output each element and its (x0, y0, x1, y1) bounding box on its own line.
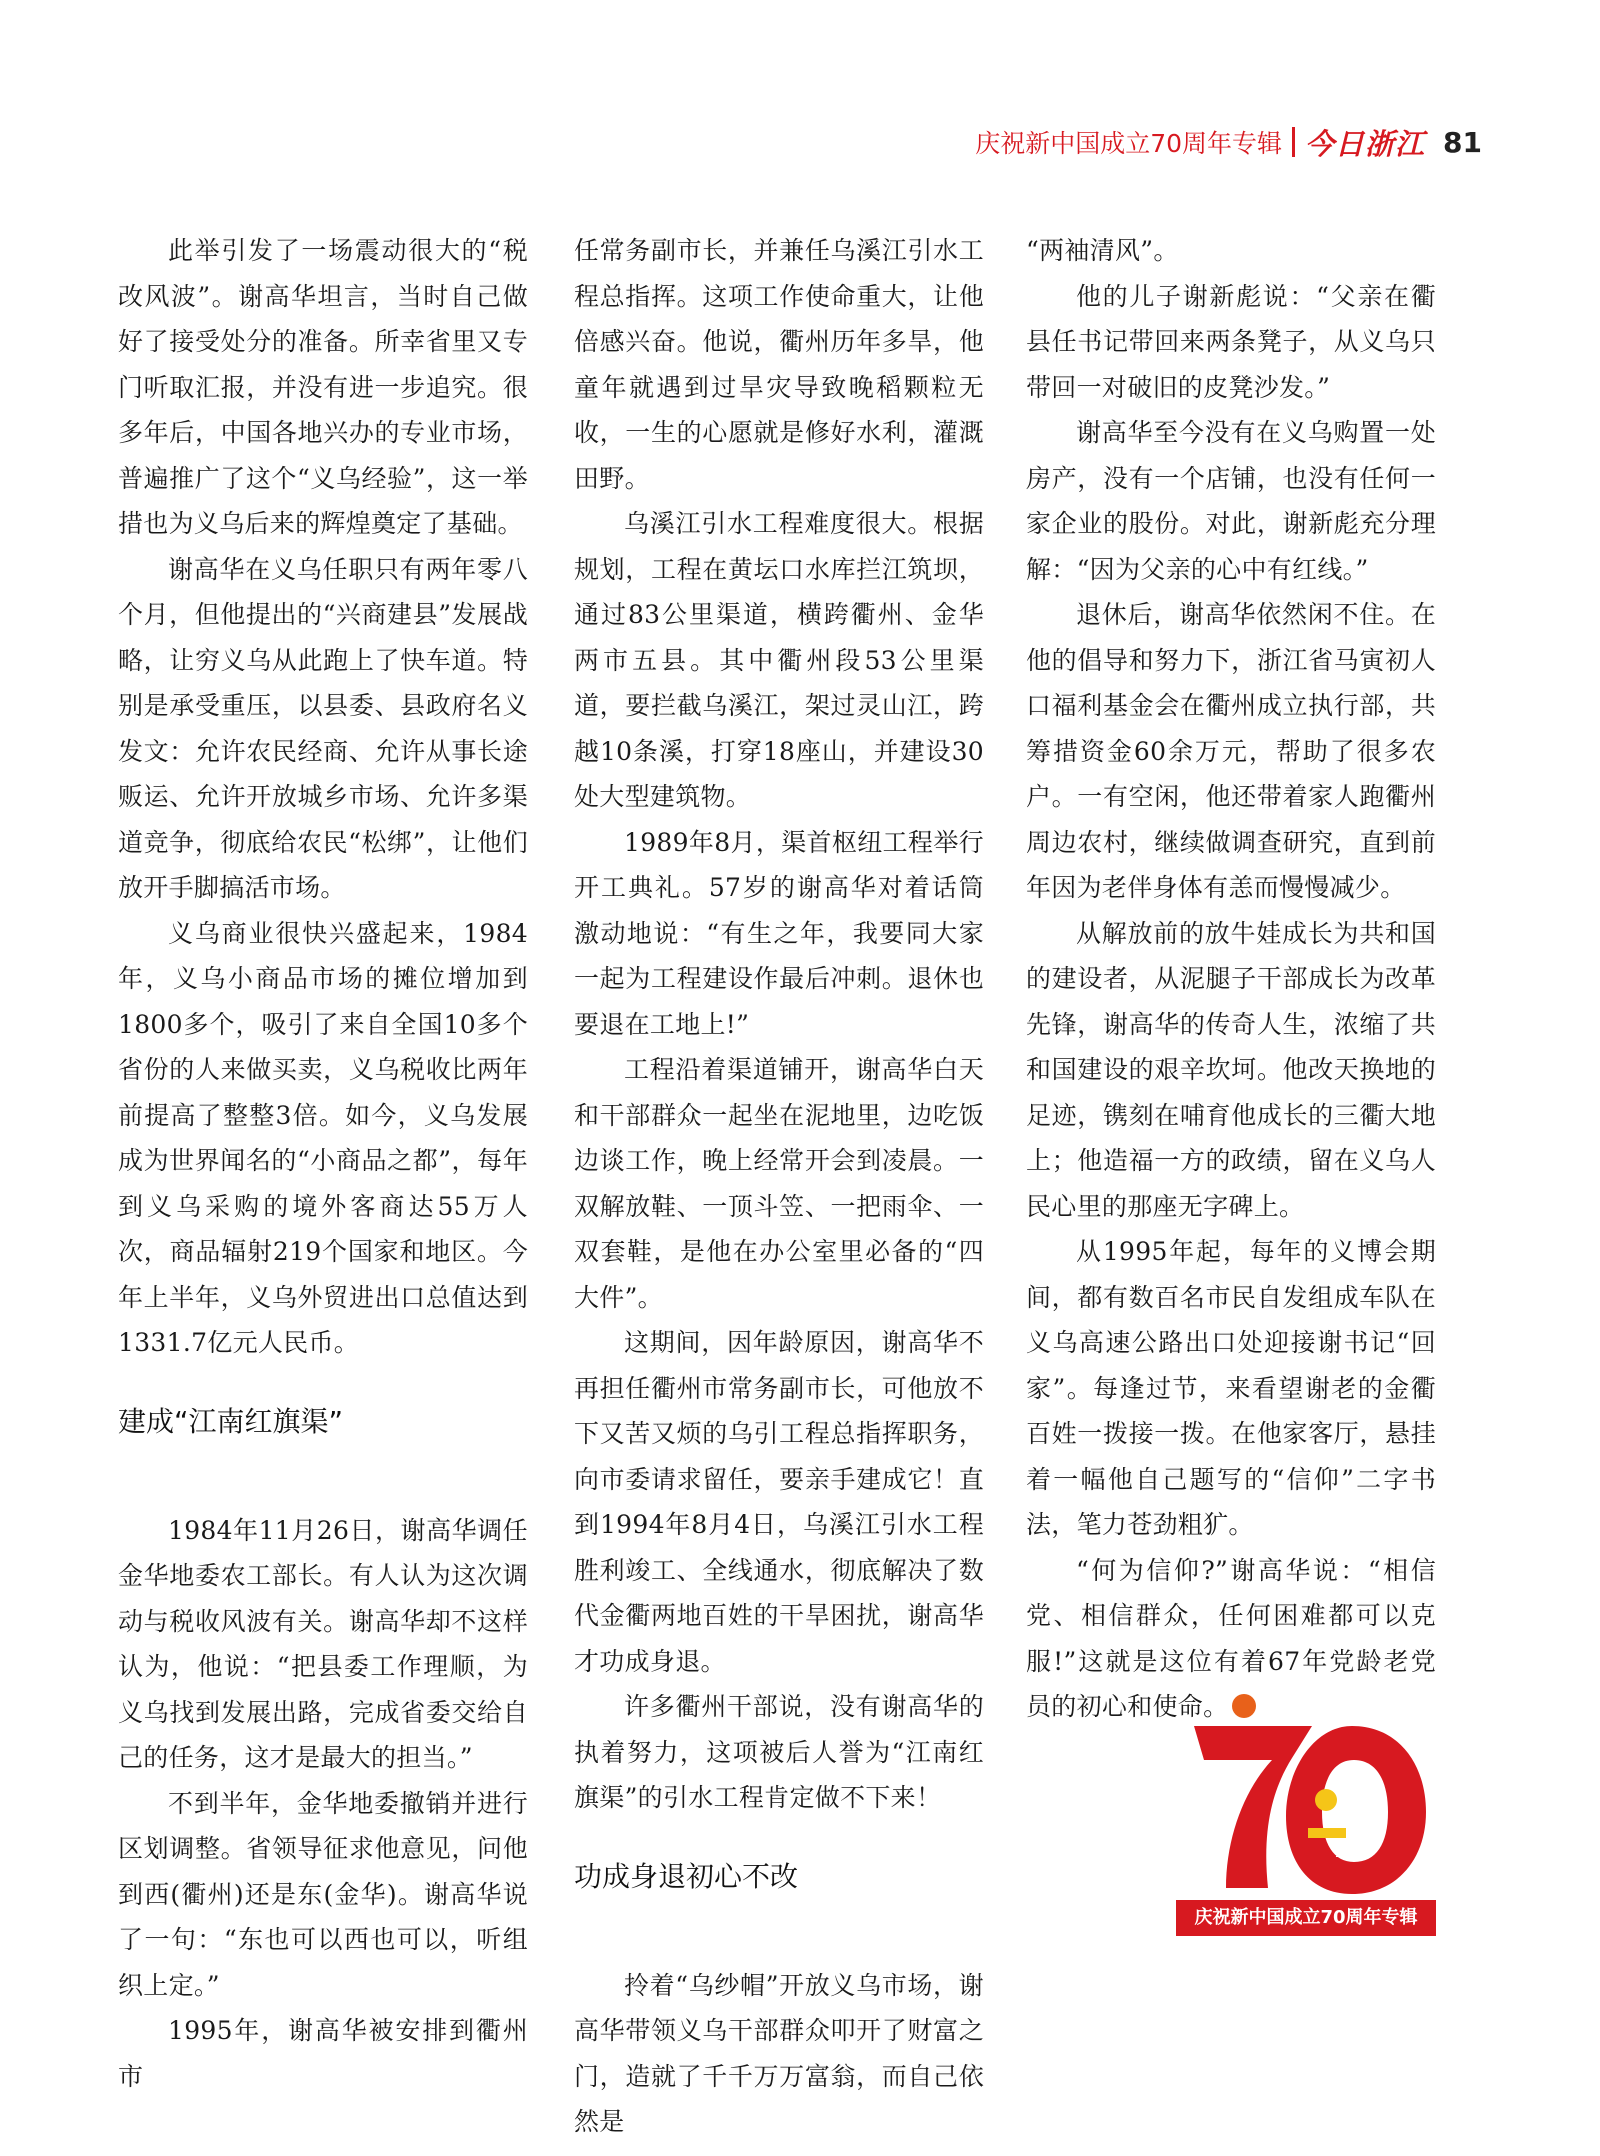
paragraph-text: 工程沿着渠道铺开，谢高华白天和干部群众一起坐在泥地里，边吃饭边谈工作，晚上经常开会到凌晨。一双解放鞋、一顶斗笠、一把雨伞、一双套鞋，是他在办公室里必备的“四大件”。 (574, 1055, 984, 1312)
paragraph (574, 1047, 984, 1320)
paragraph-text: 谢高华在义乌任职只有两年零八个月，但他提出的“兴商建县”发展战略，让穷义乌从此跑上了快车道。特别是承受重压，以县委、县政府名义发文：允许农民经商、允许从事长途贩运、允许开放城乡市场、允许多渠道竞争，彻底给农民“松绑”，让他们放开手脚搞活市场。 (118, 554, 528, 902)
heading-text: 建成“江南红旗渠” (118, 1404, 344, 1438)
paragraph (574, 1684, 984, 1821)
paragraph-text: “何为信仰?”谢高华说：“相信党、相信群众，任何困难都可以克服!”这就是这位有着67年党龄老党员的初心和使命。 (1026, 1555, 1436, 1721)
anniversary-badge (1176, 1720, 1440, 1940)
badge-years: 1949 — 2019 (1328, 1838, 1368, 1860)
paragraph (1026, 1548, 1436, 1730)
header-divider (1292, 127, 1295, 157)
paragraph (118, 1508, 528, 1781)
paragraph (574, 228, 984, 501)
paragraph-text: 退休后，谢高华依然闲不住。在他的倡导和努力下，浙江省马寅初人口福利基金会在衢州成立执行部，共筹措资金60余万元，帮助了很多农户。一有空闲，他还带着家人跑衢州周边农村，继续做调查研究，直到前年因为老伴身体有恙而慢慢减少。 (1026, 600, 1436, 902)
paragraph-text: 1984年11月26日，谢高华调任金华地委农工部长。有人认为这次调动与税收风波有关。谢高华却不这样认为，他说：“把县委工作理顺，为义乌找到发展出路，完成省委交给自己的任务，这才是最大的担当。” (118, 1515, 528, 1772)
series-title: 庆祝新中国成立70周年专辑 (975, 129, 1283, 158)
paragraph (1026, 592, 1436, 911)
paragraph-text: 此举引发了一场震动很大的“税改风波”。谢高华坦言，当时自己做好了接受处分的准备。所幸省里又专门听取汇报，并没有进一步追究。很多年后，中国各地兴办的专业市场，普遍推广了这个“义乌经验”，这一举措也为义乌后来的辉煌奠定了基础。 (118, 236, 528, 538)
paragraph (118, 228, 528, 547)
article-column-3 (1026, 228, 1436, 1730)
paragraph (118, 911, 528, 1366)
paragraph (1026, 1229, 1436, 1548)
article-column-2 (574, 228, 984, 2145)
paragraph (118, 1781, 528, 2009)
article-column-1 (118, 228, 528, 2099)
star-emblem-icon (1315, 1789, 1337, 1811)
paragraph (574, 1320, 984, 1684)
paragraph (1026, 228, 1436, 274)
paragraph (1026, 410, 1436, 592)
paragraph-text: 1995年，谢高华被安排到衢州市 (118, 2016, 528, 2091)
page-number: 81 (1443, 125, 1482, 159)
paragraph (1026, 274, 1436, 411)
paragraph (118, 547, 528, 911)
paragraph-text: 从解放前的放牛娃成长为共和国的建设者，从泥腿子干部成长为改革先锋，谢高华的传奇人生，浓缩了共和国建设的艰辛坎坷。他改天换地的足迹，镌刻在哺育他成长的三衢大地上；他造福一方的政绩，留在义乌人民心里的那座无字碑上。 (1026, 918, 1436, 1221)
badge-label: 庆祝新中国成立70周年专辑 (1176, 1900, 1436, 1936)
seventy-logo-graphic (1176, 1720, 1440, 1900)
section-heading (574, 1857, 984, 1897)
paragraph-text: 1989年8月，渠首枢纽工程举行开工典礼。57岁的谢高华对着话筒激动地说：“有生之年，我要同大家一起为工程建设作最后冲刺。退休也要退在工地上!” (574, 827, 984, 1039)
paragraph (1026, 911, 1436, 1230)
paragraph (574, 1963, 984, 2145)
paragraph (118, 2008, 528, 2099)
paragraph-text: 乌溪江引水工程难度很大。根据规划，工程在黄坛口水库拦江筑坝，通过83公里渠道，横跨衢州、金华两市五县。其中衢州段53公里渠道，要拦截乌溪江，架过灵山江，跨越10条溪，打穿18座山，并建设30处大型建筑物。 (574, 509, 984, 811)
paragraph-text: 许多衢州干部说，没有谢高华的执着努力，这项被后人誉为“江南红旗渠”的引水工程肯定做不下来！ (574, 1692, 984, 1812)
paragraph-text: 义乌商业很快兴盛起来，1984年，义乌小商品市场的摊位增加到1800多个，吸引了来自全国10多个省份的人来做买卖，义乌税收比两年前提高了整整3倍。如今，义乌发展成为世界闻名的“小商品之都”，每年到义乌采购的境外客商达55万人次，商品辐射219个国家和地区。今年上半年，义乌外贸进出口总值达到1331.7亿元人民币。 (118, 918, 528, 1357)
paragraph-text: 拎着“乌纱帽”开放义乌市场，谢高华带领义乌干部群众叩开了财富之门，造就了千千万万富翁，而自己依然是 (574, 1970, 984, 2136)
paragraph-text: 不到半年，金华地委撤销并进行区划调整。省领导征求他意见，问他到西(衢州)还是东(金华)。谢高华说了一句：“东也可以西也可以，听组织上定。” (118, 1788, 528, 2000)
section-heading (118, 1402, 528, 1442)
end-mark-icon (1232, 1694, 1256, 1718)
paragraph (574, 820, 984, 1048)
paragraph-text: 任常务副市长，并兼任乌溪江引水工程总指挥。这项工作使命重大，让他倍感兴奋。他说，衢州历年多旱，他童年就遇到过旱灾导致晚稻颗粒无收，一生的心愿就是修好水利，灌溉田野。 (574, 236, 984, 493)
paragraph-text: 从1995年起，每年的义博会期间，都有数百名市民自发组成车队在义乌高速公路出口处迎接谢书记“回家”。每逢过节，来看望谢老的金衢百姓一拨接一拨。在他家客厅，悬挂着一幅他自己题写的“信仰”二字书法，笔力苍劲粗犷。 (1026, 1237, 1436, 1539)
paragraph-text: “两袖清风”。 (1026, 236, 1179, 265)
paragraph-text: 谢高华至今没有在义乌购置一处房产，没有一个店铺，也没有任何一家企业的股份。对此，谢新彪充分理解：“因为父亲的心中有红线。” (1026, 418, 1436, 584)
magazine-logo: 今日浙江 (1305, 126, 1426, 161)
paragraph-text: 他的儿子谢新彪说：“父亲在衢县任书记带回来两条凳子，从义乌只带回一对破旧的皮凳沙发。” (1026, 281, 1436, 402)
paragraph-text: 这期间，因年龄原因，谢高华不再担任衢州市常务副市长，可他放不下又苦又烦的乌引工程总指挥职务，向市委请求留任，要亲手建成它！直到1994年8月4日，乌溪江引水工程胜利竣工、全线通水，彻底解决了数代金衢两地百姓的干旱困扰，谢高华才功成身退。 (574, 1328, 984, 1676)
page-header (975, 122, 1482, 162)
paragraph (574, 501, 984, 820)
heading-text: 功成身退初心不改 (574, 1859, 799, 1893)
gate-emblem-icon (1308, 1828, 1346, 1838)
